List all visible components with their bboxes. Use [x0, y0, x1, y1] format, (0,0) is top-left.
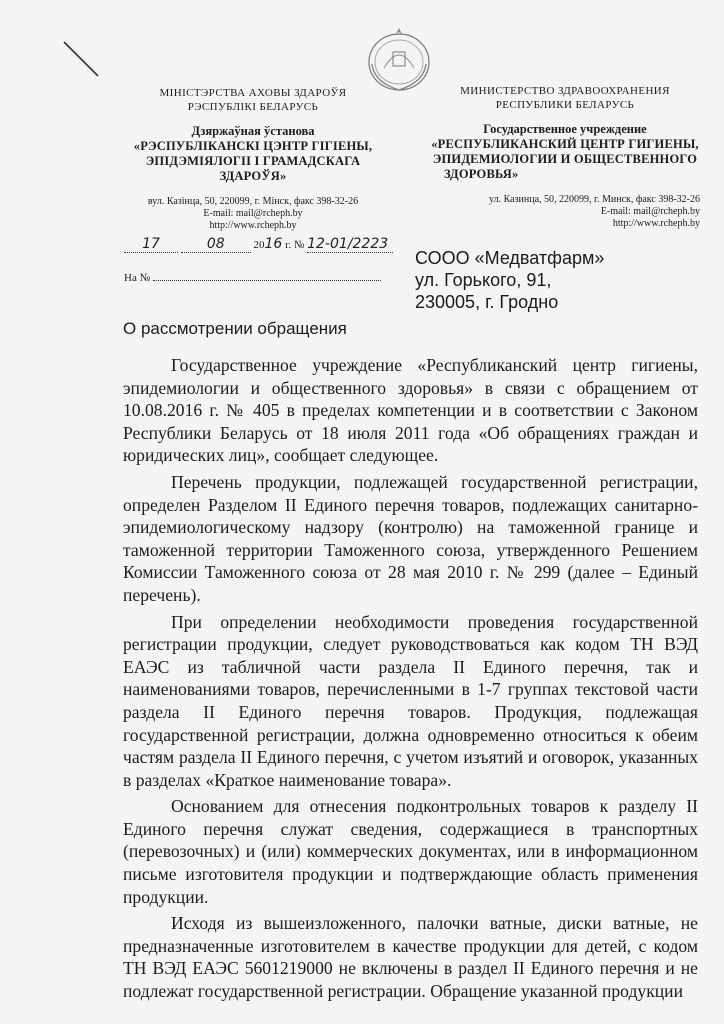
state-emblem-icon	[362, 24, 436, 94]
ministry-line1-by: МІНІСТЭРСТВА АХОВЫ ЗДАРОЎЯ	[159, 87, 347, 99]
body-paragraph-1: Государственное учреждение «Республиканский центр гигиены, эпидемиологии и общественного здоровья» в связи с обращением от 10.08.2016 г. № 405 в пределах компетенции и в соответствии с Законом Республики Беларусь от 18 июля 2011 года «Об обращениях граждан и юридических лиц», сообщает следующее.	[123, 355, 698, 466]
header-belarusian	[108, 86, 398, 232]
body-paragraph-2: Перечень продукции, подлежащей государственной регистрации, определен Разделом II Единого перечня товаров, подлежащих санитарно-эпидемиологическому надзору (контролю) на таможенной границе и таможенной территории Таможенного союза, утвержденного Решением Комиссии Таможенного союза от 28 мая 2010 г. № 299 (далее – Единый перечень).	[123, 471, 698, 605]
address-ru: ул. Казинца, 50, 220099, г. Минск, факс 398-32-26	[489, 194, 700, 205]
body-paragraph-5: Исходя из вышеизложенного, палочки ватные, диски ватные, не предназначенные изготовителем в качестве продукции для детей, с кодом ТН ВЭД ЕАЭС 5601219000 не включены в раздел II Единого перечня и не подлежат государственной регистрации. Обращение указанной продукции	[123, 913, 698, 1002]
institution-name-line3-ru: ЗДОРОВЬЯ»	[444, 167, 519, 181]
ministry-line2-ru: РЕСПУБЛИКИ БЕЛАРУСЬ	[495, 99, 635, 111]
institution-name-line2-ru: ЭПИДЕМИОЛОГИИ И ОБЩЕСТВЕННОГО	[432, 152, 698, 166]
na-label: На №	[124, 272, 151, 284]
header-russian	[430, 84, 700, 230]
ref-year-suffix: 16	[264, 236, 283, 252]
contacts-by	[108, 196, 398, 232]
web-ru: http://www.rcheph.by	[612, 218, 700, 229]
ref-year-label: г. №	[285, 239, 305, 251]
institution-name-line3-by: ЗДАРОЎЯ»	[219, 169, 287, 183]
institution-name-line1-by: «РЭСПУБЛІКАНСКІ ЦЭНТР ГІГІЕНЫ,	[133, 139, 373, 153]
recipient-address	[415, 247, 604, 313]
letter-body	[123, 354, 698, 1007]
ministry-line2-by: РЭСПУБЛІКІ БЕЛАРУСЬ	[187, 101, 319, 113]
ref-year-prefix: 20	[253, 239, 265, 251]
ref-month: 08	[206, 236, 225, 252]
incoming-reference	[124, 272, 381, 284]
ref-number: 12-01/2223	[307, 236, 389, 252]
recipient-line3: 230005, г. Гродно	[415, 292, 559, 312]
ministry-line1-ru: МИНИСТЕРСТВО ЗДРАВООХРАНЕНИЯ	[460, 85, 670, 97]
institution-name-line1-ru: «РЕСПУБЛИКАНСКИЙ ЦЕНТР ГИГИЕНЫ,	[431, 137, 699, 151]
email-by: E-mail: mail@rcheph.by	[203, 208, 303, 219]
scan-mark-icon	[62, 40, 102, 80]
recipient-line1: СООО «Медватфарм»	[415, 248, 605, 268]
ref-day: 17	[142, 236, 160, 252]
letter-subject: О рассмотрении обращения	[123, 319, 347, 338]
address-by: вул. Казінца, 50, 220099, г. Мінск, факс 398-32-26	[147, 196, 359, 207]
email-ru: E-mail: mail@rcheph.by	[600, 206, 700, 217]
institution-type-ru: Государственное учреждение	[483, 122, 647, 136]
body-paragraph-4: Основанием для отнесения подконтрольных товаров к разделу II Единого перечня служат сведения, содержащиеся в транспортных (перевозочных) и (или) коммерческих документах, или в информационном письме изготовителя продукции и подтверждающие область применения продукции.	[123, 796, 698, 907]
outgoing-reference	[124, 236, 393, 253]
contacts-ru	[430, 194, 700, 230]
institution-type-by: Дзяржаўная ўстанова	[191, 124, 315, 138]
recipient-line2: ул. Горького, 91,	[415, 270, 552, 290]
institution-name-line2-by: ЭПІДЭМІЯЛОГІІ І ГРАМАДСКАГА	[145, 154, 361, 168]
web-by: http://www.rcheph.by	[209, 220, 297, 231]
body-paragraph-3: При определении необходимости проведения государственной регистрации продукции, следует руководствоваться как кодом ТН ВЭД ЕАЭС из табличной части раздела II Единого перечня, так и наименованиями товаров, перечисленными в 1-7 группах текстовой части раздела II Единого перечня товаров. Продукция, подлежащая государственной регистрации, должна одновременно относиться к обеим частям раздела II Единого перечня, с учетом изъятий и оговорок, указанных в разделах «Краткое наименование товара».	[123, 611, 698, 790]
